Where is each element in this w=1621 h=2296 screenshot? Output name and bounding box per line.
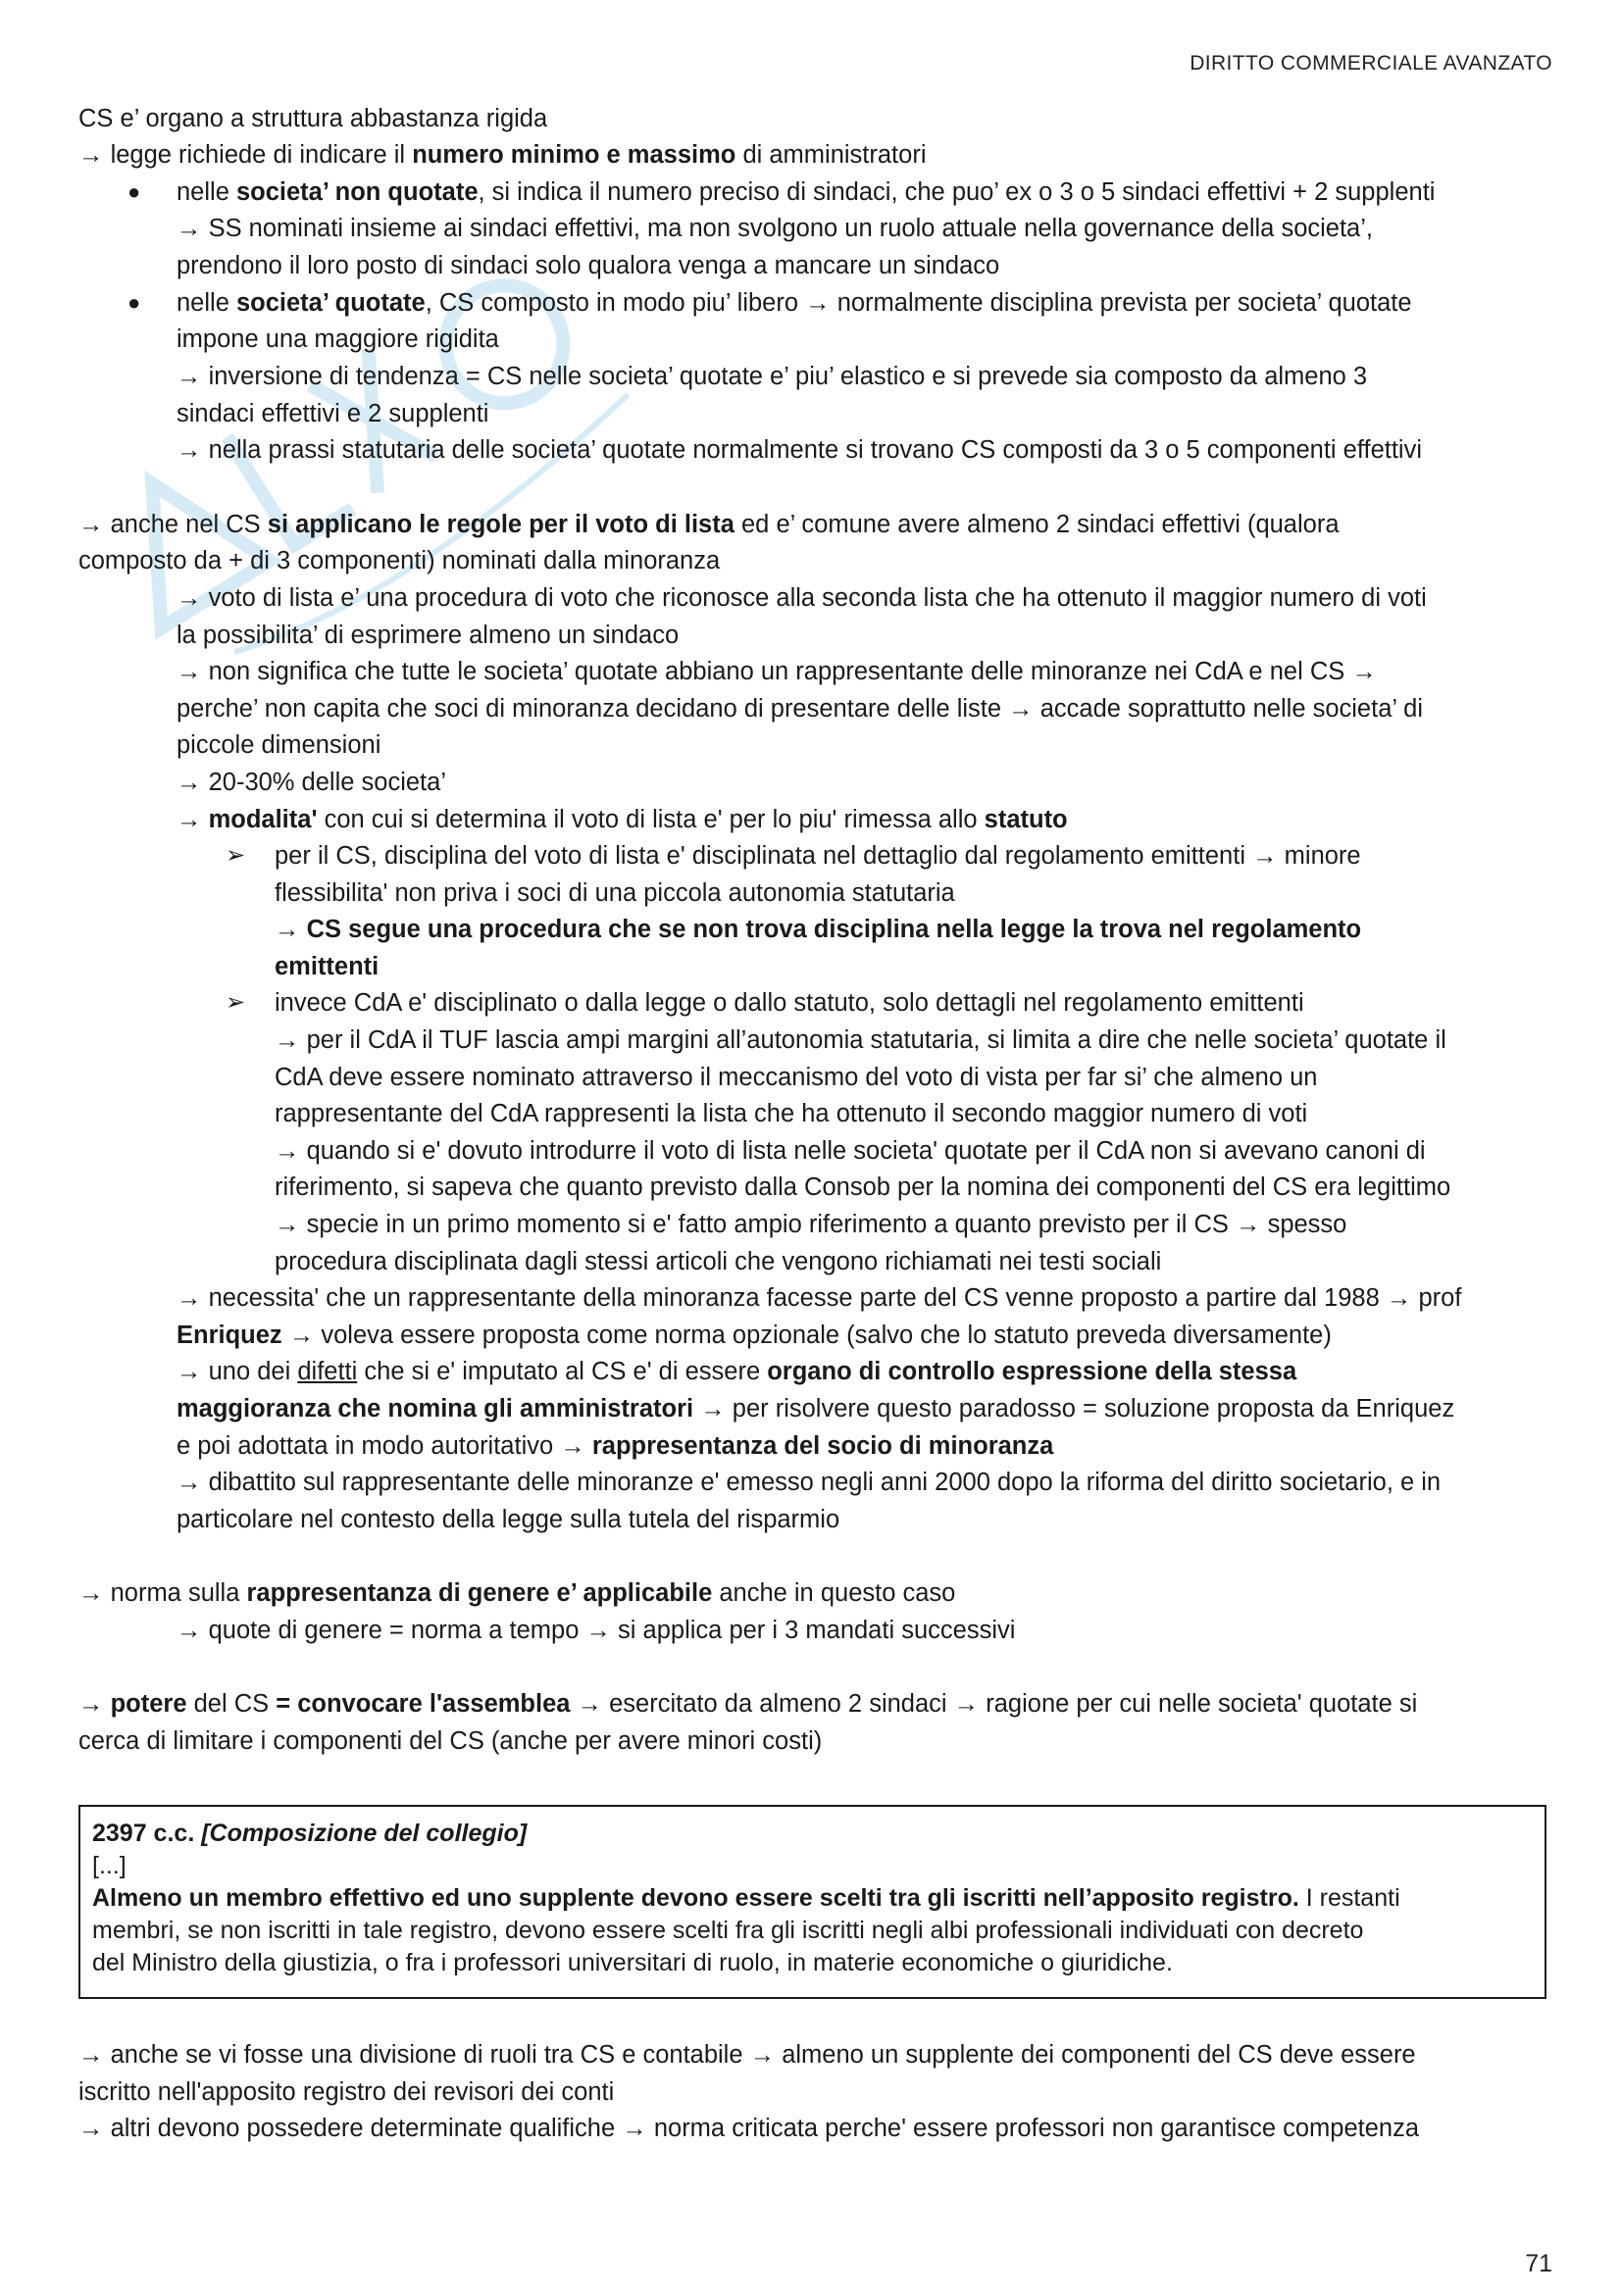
bullet-icon: ● bbox=[127, 179, 141, 204]
text-line: Enriquez → voleva essere proposta come norma opzionale (salvo che lo statuto preveda diversamente) bbox=[177, 1322, 1332, 1349]
text-line: → 20-30% delle societa’ bbox=[177, 769, 446, 796]
article-line: membri, se non iscritti in tale registro, devono essere scelti fra gli iscritti negli albi professionali individuati con decreto bbox=[92, 1917, 1364, 1944]
text-line: flessibilita' non priva i soci di una piccola autonomia statutaria bbox=[275, 879, 955, 907]
text-line: → modalita' con cui si determina il voto di lista e' per lo piu' rimessa allo statuto bbox=[177, 806, 1068, 833]
text-line: impone una maggiore rigidita bbox=[177, 325, 499, 353]
text-line: → non significa che tutte le societa’ quotate abbiano un rappresentante delle minoranze nei CdA e nel CS → bbox=[177, 658, 1377, 685]
text-line: per il CS, disciplina del voto di lista e' disciplinata nel dettaglio dal regolamento emittenti → minore bbox=[275, 842, 1361, 870]
text-line: → legge richiede di indicare il numero minimo e massimo di amministratori bbox=[78, 141, 927, 169]
text-line: → CS segue una procedura che se non trova disciplina nella legge la trova nel regolamento bbox=[275, 916, 1362, 943]
text-line: sindaci effettivi e 2 supplenti bbox=[177, 400, 489, 427]
text-line: la possibilita’ di esprimere almeno un sindaco bbox=[177, 622, 680, 649]
text-line: composto da + di 3 componenti) nominati dalla minoranza bbox=[78, 547, 721, 574]
text-line: → altri devono possedere determinate qualifiche → norma criticata perche' essere professori non garantisce competenza bbox=[78, 2115, 1420, 2142]
text-line: → specie in un primo momento si e' fatto ampio riferimento a quanto previsto per il CS → spesso bbox=[275, 1211, 1347, 1238]
text-line: nelle societa’ quotate, CS composto in modo piu’ libero → normalmente disciplina prevista per societa’ quotate bbox=[177, 289, 1412, 317]
article-line: del Ministro della giustizia, o fra i professori universitari di ruolo, in materie economiche o giuridiche. bbox=[92, 1949, 1173, 1976]
text-line: cerca di limitare i componenti del CS (anche per avere minori costi) bbox=[78, 1727, 823, 1755]
text-line: perche’ non capita che soci di minoranza decidano di presentare delle liste → accade soprattutto nelle societa’ di bbox=[177, 695, 1424, 723]
text-line: → SS nominati insieme ai sindaci effettivi, ma non svolgono un ruolo attuale nella governance della societa’, bbox=[177, 215, 1373, 242]
page-number: 71 bbox=[1525, 2250, 1552, 2277]
text-line: → dibattito sul rappresentante delle minoranze e' emesso negli anni 2000 dopo la riforma del diritto societario, e in bbox=[177, 1469, 1442, 1496]
text-line: invece CdA e' disciplinato o dalla legge o dallo statuto, solo dettagli nel regolamento emittenti bbox=[275, 989, 1304, 1017]
text-line: piccole dimensioni bbox=[177, 731, 381, 759]
text-line: → nella prassi statutaria delle societa’ quotate normalmente si trovano CS composti da 3 o 5 componenti effettivi bbox=[177, 436, 1423, 464]
text-line: → norma sulla rappresentanza di genere e’ applicabile anche in questo caso bbox=[78, 1579, 956, 1607]
text-line: → anche nel CS si applicano le regole per il voto di lista ed e’ comune avere almeno 2 sindaci effettivi (qualora bbox=[78, 511, 1340, 538]
text-line: rappresentante del CdA rappresenti la lista che ha ottenuto il secondo maggior numero di voti bbox=[275, 1100, 1308, 1127]
article-title: 2397 c.c. [Composizione del collegio] bbox=[92, 1820, 528, 1847]
text-line: nelle societa’ non quotate, si indica il numero preciso di sindaci, che puo’ ex o 3 o 5 sindaci effettivi + 2 supplenti bbox=[177, 178, 1436, 206]
text-line: → voto di lista e’ una procedura di voto che riconosce alla seconda lista che ha ottenuto il maggior numero di voti bbox=[177, 584, 1427, 612]
text-line: → per il CdA il TUF lascia ampi margini all’autonomia statutaria, si limita a dire che nelle societa’ quotate il bbox=[275, 1026, 1446, 1054]
text-line: particolare nel contesto della legge sulla tutela del risparmio bbox=[177, 1506, 840, 1533]
text-line: CdA deve essere nominato attraverso il meccanismo del voto di vista per far si’ che almeno un bbox=[275, 1064, 1318, 1091]
text-line: prendono il loro posto di sindaci solo qualora venga a mancare un sindaco bbox=[177, 252, 1000, 279]
text-line: → anche se vi fosse una divisione di ruoli tra CS e contabile → almeno un supplente dei componenti del CS deve essere bbox=[78, 2041, 1416, 2069]
article-ellipsis: [...] bbox=[92, 1852, 127, 1879]
bullet-icon: ● bbox=[127, 290, 141, 315]
text-line: iscritto nell'apposito registro dei revisori dei conti bbox=[78, 2078, 615, 2106]
arrowhead-icon: ➢ bbox=[226, 842, 246, 869]
text-line: procedura disciplinata dagli stessi articoli che vengono richiamati nei testi sociali bbox=[275, 1248, 1162, 1275]
article-line: Almeno un membro effettivo ed uno supplente devono essere scelti tra gli iscritti nell’apposito registro. I restanti bbox=[92, 1884, 1400, 1912]
article-box bbox=[78, 1805, 1546, 1999]
text-line: e poi adottata in modo autoritativo → rappresentanza del socio di minoranza bbox=[177, 1432, 1054, 1460]
text-line: maggioranza che nomina gli amministratori → per risolvere questo paradosso = soluzione proposta da Enriquez bbox=[177, 1395, 1455, 1423]
page-header: DIRITTO COMMERCIALE AVANZATO bbox=[1190, 52, 1552, 75]
text-line: → potere del CS = convocare l'assemblea → esercitato da almeno 2 sindaci → ragione per cui nelle societa' quotate si bbox=[78, 1690, 1418, 1718]
text-line: → uno dei difetti che si e' imputato al CS e' di essere organo di controllo espressione della stessa bbox=[177, 1358, 1297, 1385]
text-line: → necessita' che un rappresentante della minoranza facesse parte del CS venne proposto a partire dal 1988 → prof bbox=[177, 1284, 1462, 1312]
text-line: → inversione di tendenza = CS nelle societa’ quotate e’ piu’ elastico e si prevede sia composto da almeno 3 bbox=[177, 363, 1368, 390]
text-line: CS e’ organo a struttura abbastanza rigida bbox=[78, 105, 548, 132]
text-line: → quote di genere = norma a tempo → si applica per i 3 mandati successivi bbox=[177, 1617, 1016, 1644]
text-line: → quando si e' dovuto introdurre il voto di lista nelle societa' quotate per il CdA non si avevano canoni di bbox=[275, 1137, 1426, 1165]
text-line: emittenti bbox=[275, 953, 380, 980]
arrowhead-icon: ➢ bbox=[226, 989, 246, 1016]
text-line: riferimento, si sapeva che quanto previsto dalla Consob per la nomina dei componenti del CS era legittimo bbox=[275, 1173, 1451, 1201]
